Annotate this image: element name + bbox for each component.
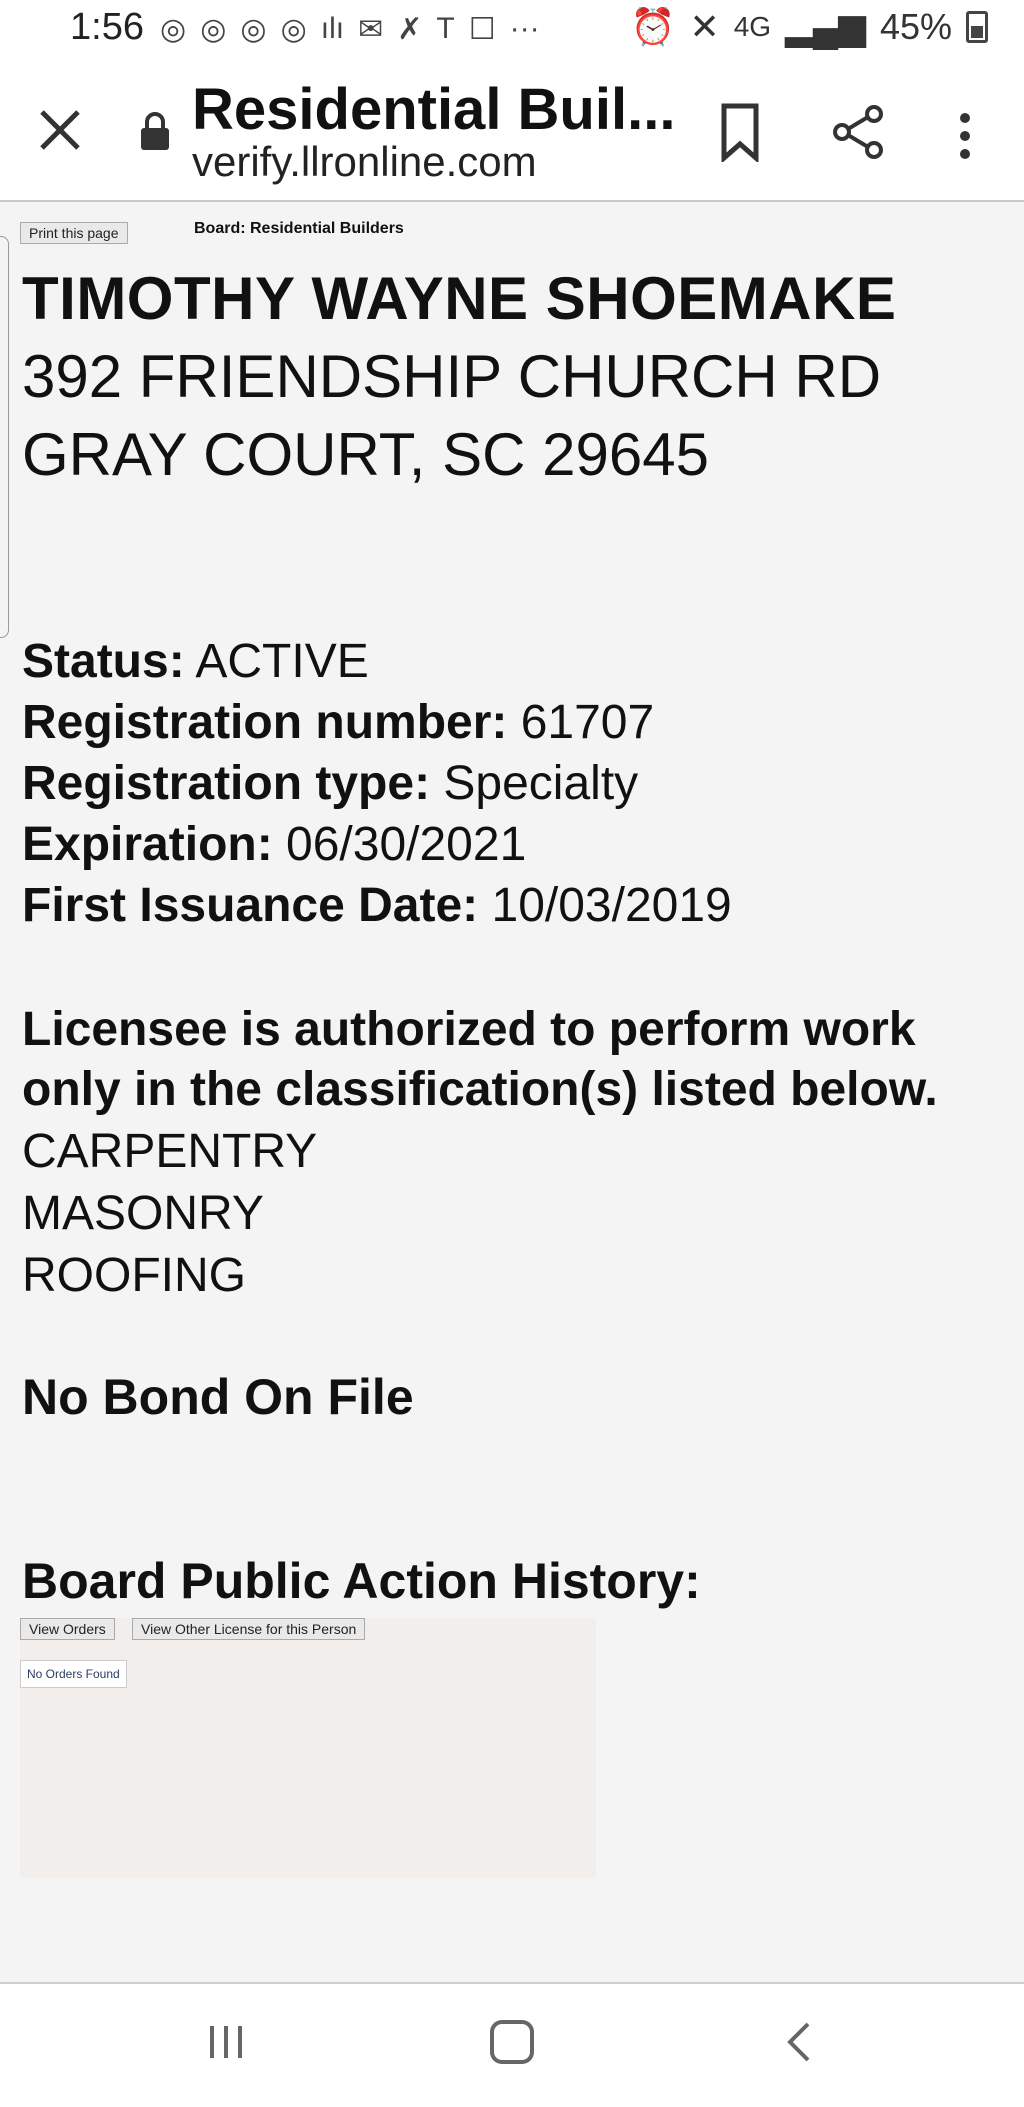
registration-type-label: Registration type:: [22, 757, 431, 810]
classification-item: ROOFING: [22, 1249, 246, 1302]
board-label: Board: Residential Builders: [194, 220, 404, 237]
view-orders-button[interactable]: View Orders: [20, 1618, 115, 1640]
voicemail-icon: ☐: [468, 13, 496, 46]
action-history-heading: Board Public Action History:: [22, 1553, 701, 1609]
battery-icon: [966, 11, 988, 43]
bond-status: No Bond On File: [22, 1369, 414, 1425]
missed-call-icon: ✗: [397, 13, 423, 46]
more-options-icon[interactable]: [950, 106, 980, 166]
system-nav-bar: [0, 1982, 1024, 2107]
page-url[interactable]: verify.llronline.com: [192, 138, 537, 185]
custom-tab-header: [0, 60, 1024, 202]
classification-item: CARPENTRY: [22, 1125, 318, 1178]
address-line-2: GRAY COURT, SC 29645: [22, 421, 709, 488]
status-bar: [0, 0, 1024, 60]
notification-icons: [160, 12, 540, 47]
status-value: ACTIVE: [184, 635, 369, 688]
chrome-icon: ◎: [280, 13, 307, 46]
chrome-icon: ◎: [240, 13, 267, 46]
back-icon[interactable]: [778, 2020, 818, 2064]
view-other-license-button[interactable]: View Other License for this Person: [132, 1618, 365, 1640]
share-icon[interactable]: [830, 104, 886, 160]
orders-panel: [20, 1618, 596, 1878]
page-content: [0, 202, 1024, 1982]
lock-icon: [138, 112, 172, 152]
registration-number-label: Registration number:: [22, 696, 508, 749]
first-issuance-value: 10/03/2019: [478, 879, 732, 932]
recent-apps-icon[interactable]: [206, 2024, 246, 2060]
mute-icon: ✕: [689, 6, 720, 47]
bookmark-icon[interactable]: [718, 102, 762, 162]
home-icon[interactable]: [490, 2020, 534, 2064]
page-edge-frame: [0, 236, 9, 638]
registration-number-field: [22, 695, 654, 750]
authorization-note: Licensee is authorized to perform work only in the classification(s) listed below.: [22, 1003, 938, 1116]
expiration-label: Expiration:: [22, 818, 273, 871]
print-page-button[interactable]: Print this page: [20, 222, 128, 244]
registration-number-value: 61707: [507, 696, 655, 749]
licensee-name: TIMOTHY WAYNE SHOEMAKE: [22, 265, 897, 332]
registration-type-value: Specialty: [430, 757, 639, 810]
alarm-icon: ⏰: [630, 6, 676, 47]
t-mobile-icon: T: [436, 12, 455, 45]
status-label: Status:: [22, 635, 185, 688]
first-issuance-label: First Issuance Date:: [22, 879, 479, 932]
audio-icon: ılı: [320, 12, 345, 45]
close-icon[interactable]: [38, 98, 82, 162]
battery-percent: 45%: [879, 6, 952, 47]
registration-type-field: [22, 756, 638, 811]
expiration-value: 06/30/2021: [272, 818, 527, 871]
status-right: [631, 6, 988, 48]
chrome-icon: ◎: [160, 13, 187, 46]
no-orders-message: No Orders Found: [20, 1660, 127, 1688]
first-issuance-field: [22, 878, 732, 933]
expiration-field: [22, 817, 526, 872]
network-type: 4G: [733, 11, 772, 42]
signal-icon: ▂▄▆: [785, 6, 866, 47]
status-field: [22, 634, 369, 689]
classification-item: MASONRY: [22, 1187, 264, 1240]
more-dots-icon: ···: [509, 12, 540, 45]
page-title: Residential Buil...: [192, 77, 676, 142]
status-time: 1:56: [70, 6, 144, 48]
chrome-icon: ◎: [200, 13, 227, 46]
address-line-1: 392 FRIENDSHIP CHURCH RD: [22, 343, 882, 410]
mail-icon: ✉: [358, 13, 384, 46]
